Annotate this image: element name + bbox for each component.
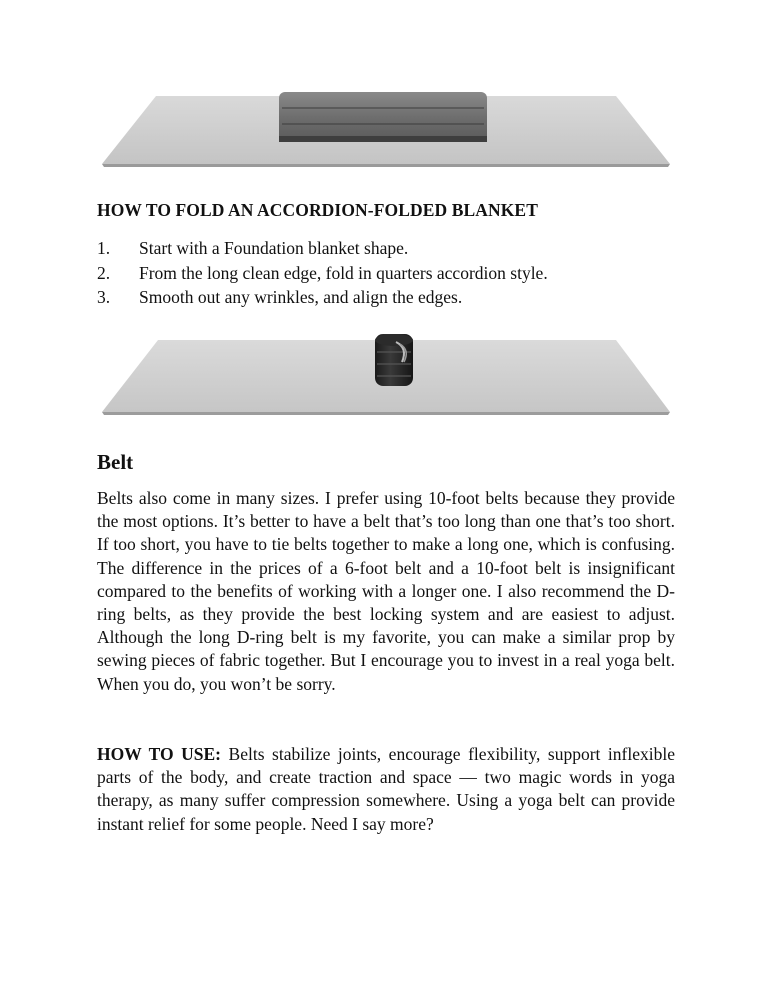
rolled-belt-photo — [96, 330, 676, 418]
how-to-use-label: HOW TO USE: — [97, 744, 221, 764]
folded-blanket-photo — [96, 88, 676, 170]
section-title: Belt — [97, 450, 134, 474]
fold-heading: HOW TO FOLD AN ACCORDION-FOLDED BLANKET — [97, 200, 538, 220]
body-paragraph: Belts also come in many sizes. I prefer using 10-foot belts because they provide the most options. It’s better to have a belt that’s too long than one that’s too short. If too short, you have to tie belts together to make a long one, which is confusing. The difference in the prices of a 6-foot belt and a 10-foot belt is insignificant compared to the benefits of working with a longer one. I also recommend the D-ring belts, as they provide the best locking system and are easiest to adjust. Although the long D-ring belt is my favorite, you can make a similar prop by sewing pieces of fabric together. But I encourage you to invest in a real yoga belt. When you do, you won’t be sorry. — [97, 488, 675, 694]
how-to-use-paragraph — [97, 743, 675, 836]
step-number: 2. — [97, 262, 111, 283]
step-text: From the long clean edge, fold in quarters accordion style. — [139, 262, 548, 283]
how-to-use-text: Belts stabilize joints, encourage flexibility, support inflexible parts of the body, and create traction and space — two magic words in yoga therapy, as many suffer compression somewhere. Using a yoga belt can provide instant relief for some people. Need I say more? — [97, 744, 675, 834]
list-item — [97, 236, 697, 261]
step-text: Start with a Foundation blanket shape. — [139, 238, 409, 258]
list-item — [97, 261, 697, 286]
step-number: 1. — [97, 238, 111, 258]
step-text: Smooth out any wrinkles, and align the edges. — [139, 287, 463, 307]
step-number: 3. — [97, 287, 111, 307]
list-item — [97, 285, 697, 310]
fold-steps-list — [97, 236, 697, 310]
